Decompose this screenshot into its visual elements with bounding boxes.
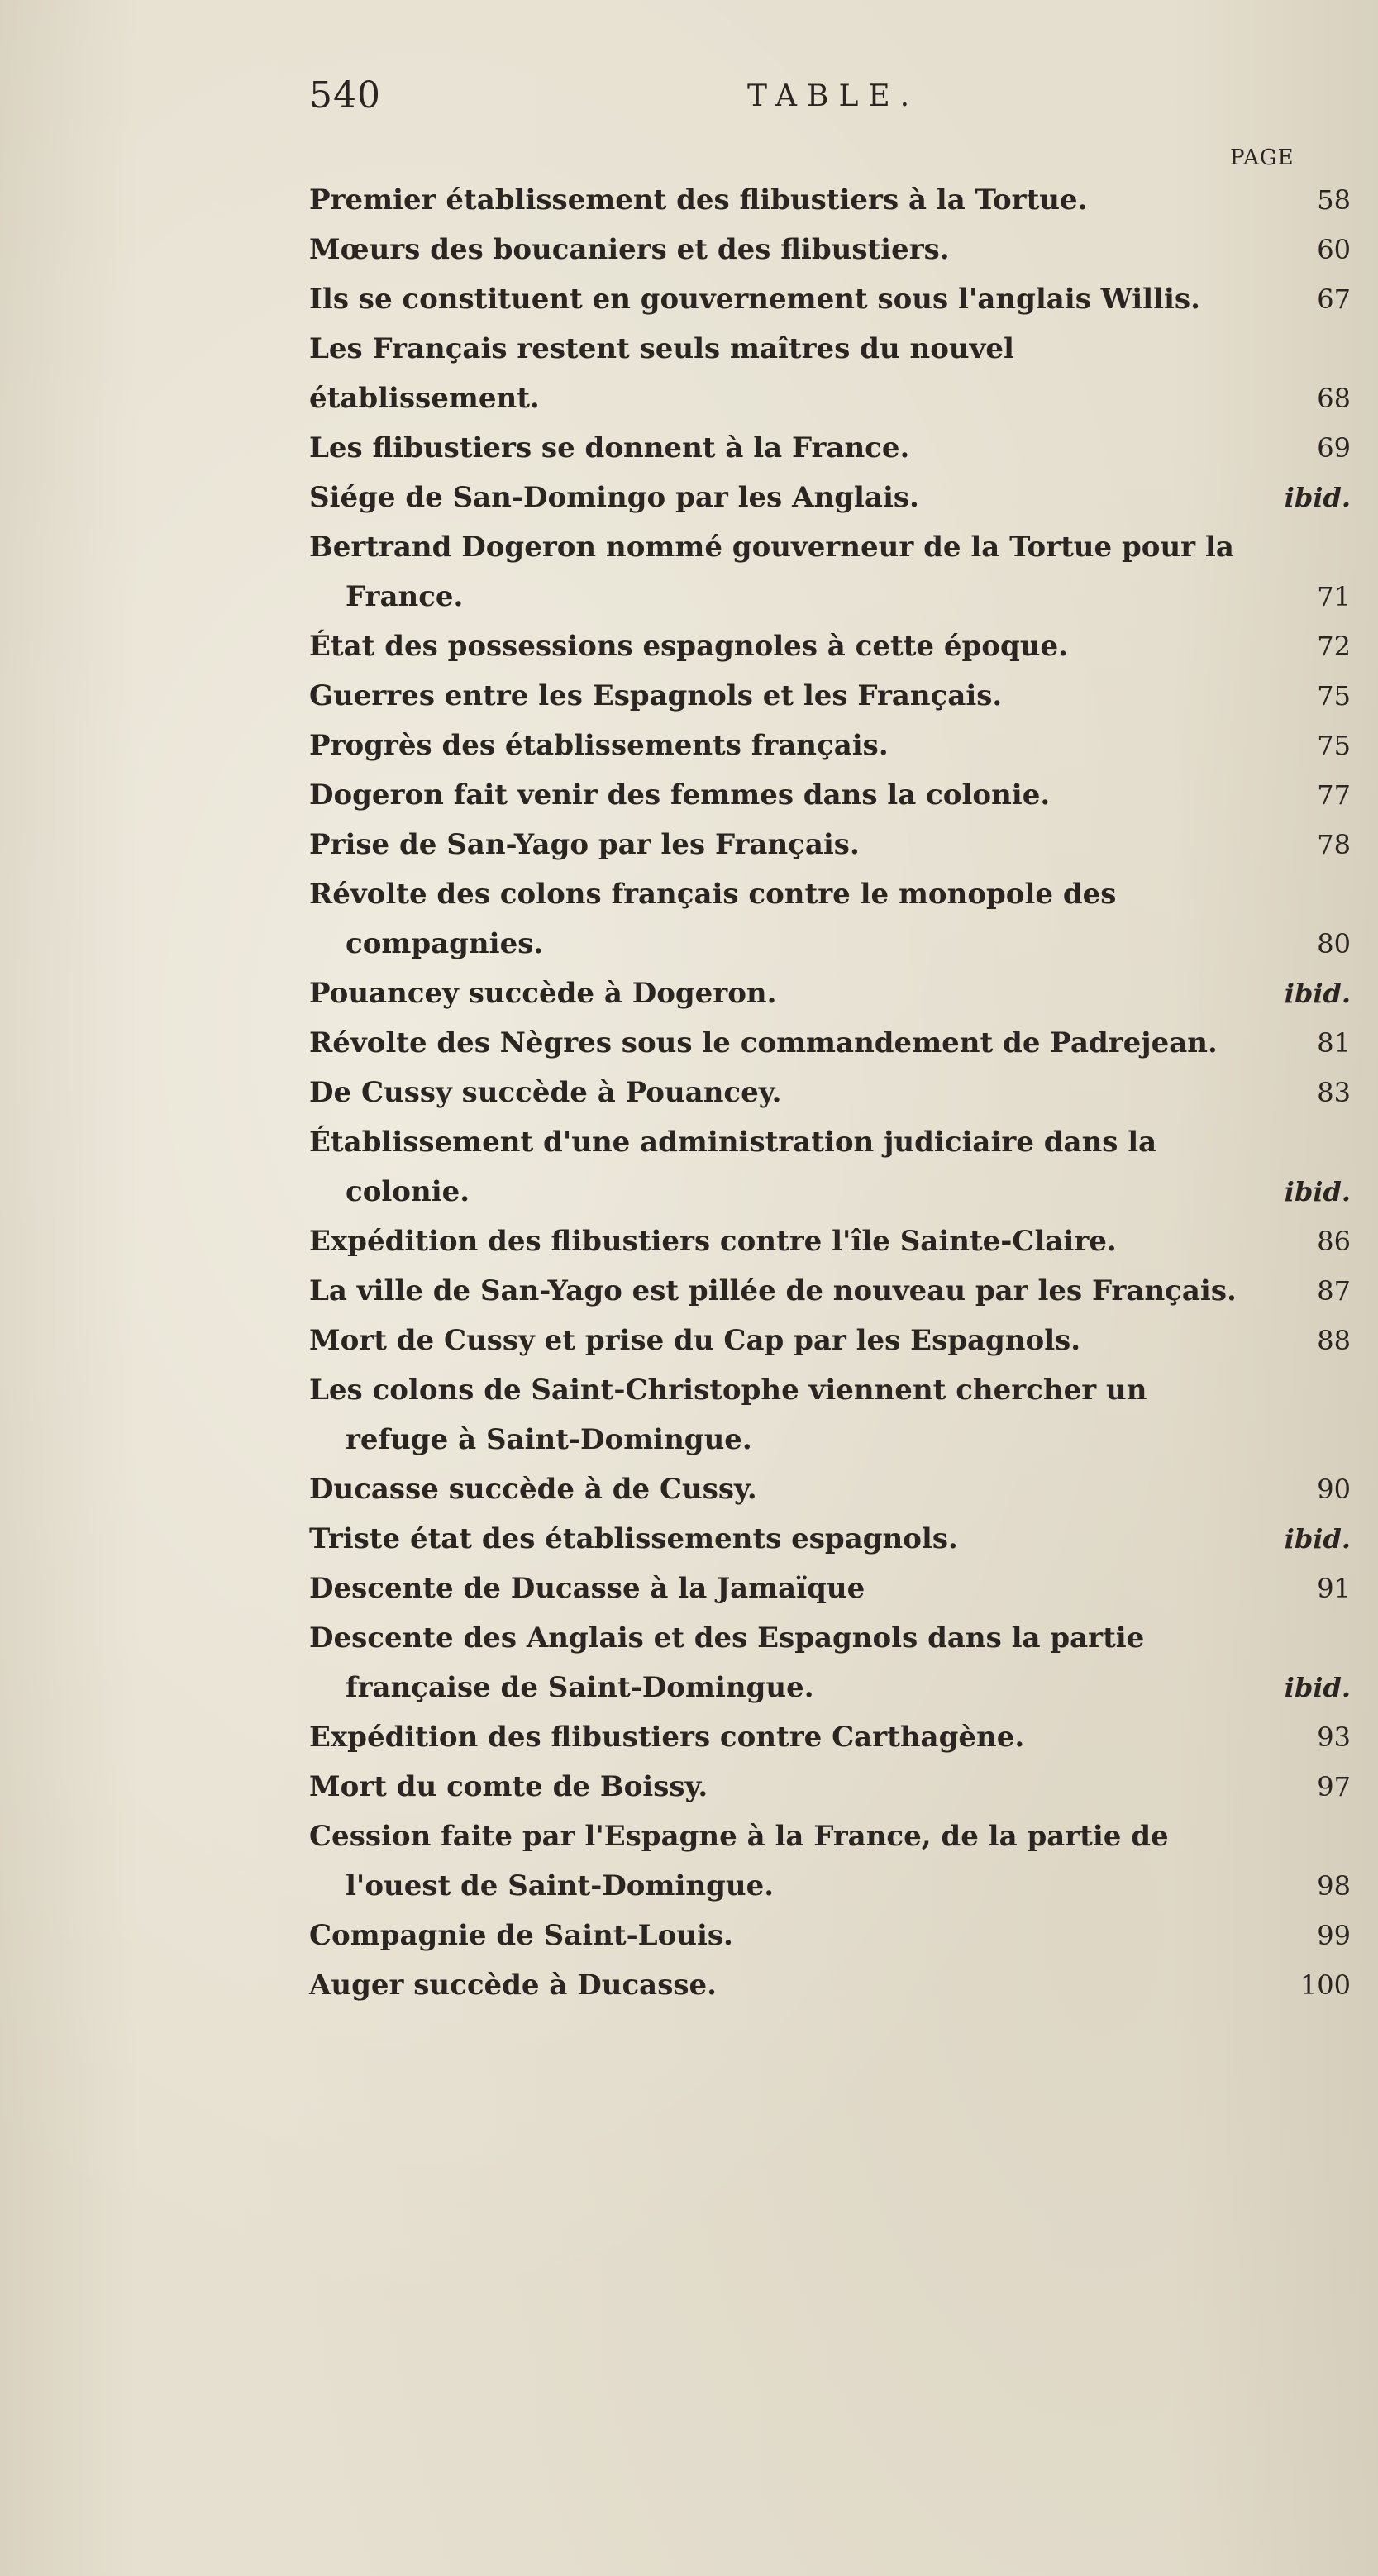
toc-entry bbox=[309, 1960, 1351, 2010]
toc-entry-page: 86 bbox=[1317, 1226, 1351, 1257]
toc-entry-text: Mœurs des boucaniers et des flibustiers. bbox=[309, 233, 950, 266]
toc-entry bbox=[309, 1514, 1351, 1564]
toc-entry-page: 80 bbox=[1317, 928, 1351, 959]
toc-entry-page: 75 bbox=[1317, 730, 1351, 761]
toc-entry-text: Premier établissement des flibustiers à la Tortue. bbox=[309, 183, 1088, 217]
toc-entry-text: Triste état des établissements espagnols. bbox=[309, 1522, 958, 1555]
toc-entry bbox=[309, 1365, 1351, 1464]
toc-entry-page: 77 bbox=[1317, 779, 1351, 811]
toc-entry bbox=[309, 721, 1351, 770]
toc-entry-text: Révolte des colons français contre le monopole des compagnies. bbox=[309, 878, 1117, 960]
toc-entry bbox=[309, 423, 1351, 473]
toc-entry-page: ibid. bbox=[1284, 1523, 1351, 1555]
toc-entry bbox=[309, 175, 1351, 225]
toc-entry-text: Descente des Anglais et des Espagnols dans la partie française de Saint-Domingue. bbox=[309, 1621, 1145, 1704]
toc-entry-page: 87 bbox=[1317, 1275, 1351, 1307]
toc-entry-text: Bertrand Dogeron nommé gouverneur de la Tortue pour la France. bbox=[309, 531, 1234, 613]
toc-entry-page: ibid. bbox=[1284, 1672, 1351, 1703]
toc-entry-page: 99 bbox=[1317, 1920, 1351, 1951]
toc-entry-text: Siége de San-Domingo par les Anglais. bbox=[309, 481, 919, 514]
toc-entry-page: 100 bbox=[1299, 1969, 1351, 2001]
toc-entry bbox=[309, 1564, 1351, 1613]
toc-entry-page: 93 bbox=[1317, 1721, 1351, 1753]
toc-entry-text: Cession faite par l'Espagne à la France, de la partie de l'ouest de Saint-Domingue. bbox=[309, 1820, 1169, 1902]
toc-entry-page: 72 bbox=[1317, 631, 1351, 662]
toc-entry bbox=[309, 621, 1351, 671]
toc-entry-page: 67 bbox=[1317, 283, 1351, 315]
toc-entry bbox=[309, 1217, 1351, 1266]
toc-entry-page: 58 bbox=[1317, 184, 1351, 216]
toc-entry bbox=[309, 1712, 1351, 1762]
toc-entry-text: Les colons de Saint-Christophe viennent chercher un refuge à Saint-Domingue. bbox=[309, 1374, 1147, 1456]
toc-entry bbox=[309, 1117, 1351, 1217]
toc-entry-page: 81 bbox=[1317, 1027, 1351, 1059]
toc-entry-page: ibid. bbox=[1284, 1176, 1351, 1207]
toc-entry bbox=[309, 969, 1351, 1018]
toc-entry-text: Établissement d'une administration judiciaire dans la colonie. bbox=[309, 1126, 1157, 1208]
toc-entry-text: Mort du comte de Boissy. bbox=[309, 1770, 708, 1803]
toc-entry-page: 91 bbox=[1317, 1573, 1351, 1604]
toc-entry-text: Auger succède à Ducasse. bbox=[309, 1969, 717, 2002]
toc-entry-page: 60 bbox=[1317, 234, 1351, 265]
toc-entry-page: 75 bbox=[1317, 680, 1351, 712]
toc-entry bbox=[309, 1911, 1351, 1960]
toc-entry-page: ibid. bbox=[1284, 482, 1351, 513]
toc-entry bbox=[309, 1812, 1351, 1911]
toc-entry bbox=[309, 324, 1351, 423]
page-number: 540 bbox=[309, 74, 381, 117]
running-header bbox=[309, 74, 1301, 124]
toc-entry-text: Les flibustiers se donnent à la France. bbox=[309, 431, 910, 464]
page-column-label: PAGE bbox=[1230, 145, 1295, 170]
toc-entry bbox=[309, 1613, 1351, 1712]
toc-entry-text: Prise de San-Yago par les Français. bbox=[309, 828, 860, 861]
toc-entry bbox=[309, 274, 1351, 324]
toc-entry bbox=[309, 820, 1351, 869]
toc-entry bbox=[309, 522, 1351, 621]
toc-entry-text: Ducasse succède à de Cussy. bbox=[309, 1473, 757, 1506]
toc-entry-text: Expédition des flibustiers contre Carthagène. bbox=[309, 1721, 1025, 1754]
toc-entry-text: Compagnie de Saint-Louis. bbox=[309, 1919, 733, 1952]
toc-entry bbox=[309, 1018, 1351, 1068]
toc-entry-text: Révolte des Nègres sous le commandement de Padrejean. bbox=[309, 1026, 1218, 1059]
toc-entry bbox=[309, 225, 1351, 274]
toc-entry-text: La ville de San-Yago est pillée de nouveau par les Français. bbox=[309, 1274, 1237, 1307]
toc-entry-page: 97 bbox=[1317, 1771, 1351, 1802]
toc-entry-text: Pouancey succède à Dogeron. bbox=[309, 977, 777, 1010]
toc-entry bbox=[309, 671, 1351, 721]
toc-entry bbox=[309, 770, 1351, 820]
toc-entry-text: Les Français restent seuls maîtres du nouvel établissement. bbox=[309, 332, 1014, 415]
toc-entry-text: Ils se constituent en gouvernement sous l'anglais Willis. bbox=[309, 283, 1200, 316]
toc-entry bbox=[309, 473, 1351, 522]
toc-entry-page: 68 bbox=[1317, 383, 1351, 414]
toc-entry-page: 88 bbox=[1317, 1325, 1351, 1356]
toc-entry bbox=[309, 1316, 1351, 1365]
toc-entry-text: Descente de Ducasse à la Jamaïque bbox=[309, 1572, 865, 1605]
toc-entry-page: 83 bbox=[1317, 1077, 1351, 1108]
toc-entry-page: 78 bbox=[1317, 829, 1351, 860]
toc-entry-page: 98 bbox=[1317, 1870, 1351, 1902]
toc-entry bbox=[309, 869, 1351, 969]
toc-entry-text: État des possessions espagnoles à cette époque. bbox=[309, 630, 1068, 663]
toc-entry-text: Dogeron fait venir des femmes dans la colonie. bbox=[309, 779, 1051, 812]
toc-entry-text: Mort de Cussy et prise du Cap par les Espagnols. bbox=[309, 1324, 1081, 1357]
toc-entry-page: 69 bbox=[1317, 432, 1351, 464]
toc-entry-page: 71 bbox=[1317, 581, 1351, 612]
toc-entry bbox=[309, 1464, 1351, 1514]
running-title: TABLE. bbox=[747, 79, 920, 113]
toc-entry-text: Guerres entre les Espagnols et les Français. bbox=[309, 679, 1003, 712]
toc-entry bbox=[309, 1266, 1351, 1316]
toc-entry-text: Expédition des flibustiers contre l'île Sainte-Claire. bbox=[309, 1225, 1117, 1258]
toc-entry-text: De Cussy succède à Pouancey. bbox=[309, 1076, 782, 1109]
toc-entry bbox=[309, 1762, 1351, 1812]
toc-entry-page: ibid. bbox=[1284, 978, 1351, 1009]
toc-entry-text: Progrès des établissements français. bbox=[309, 729, 889, 762]
toc-entry-page: 90 bbox=[1317, 1474, 1351, 1505]
toc-entry bbox=[309, 1068, 1351, 1117]
table-of-contents bbox=[309, 175, 1351, 2010]
